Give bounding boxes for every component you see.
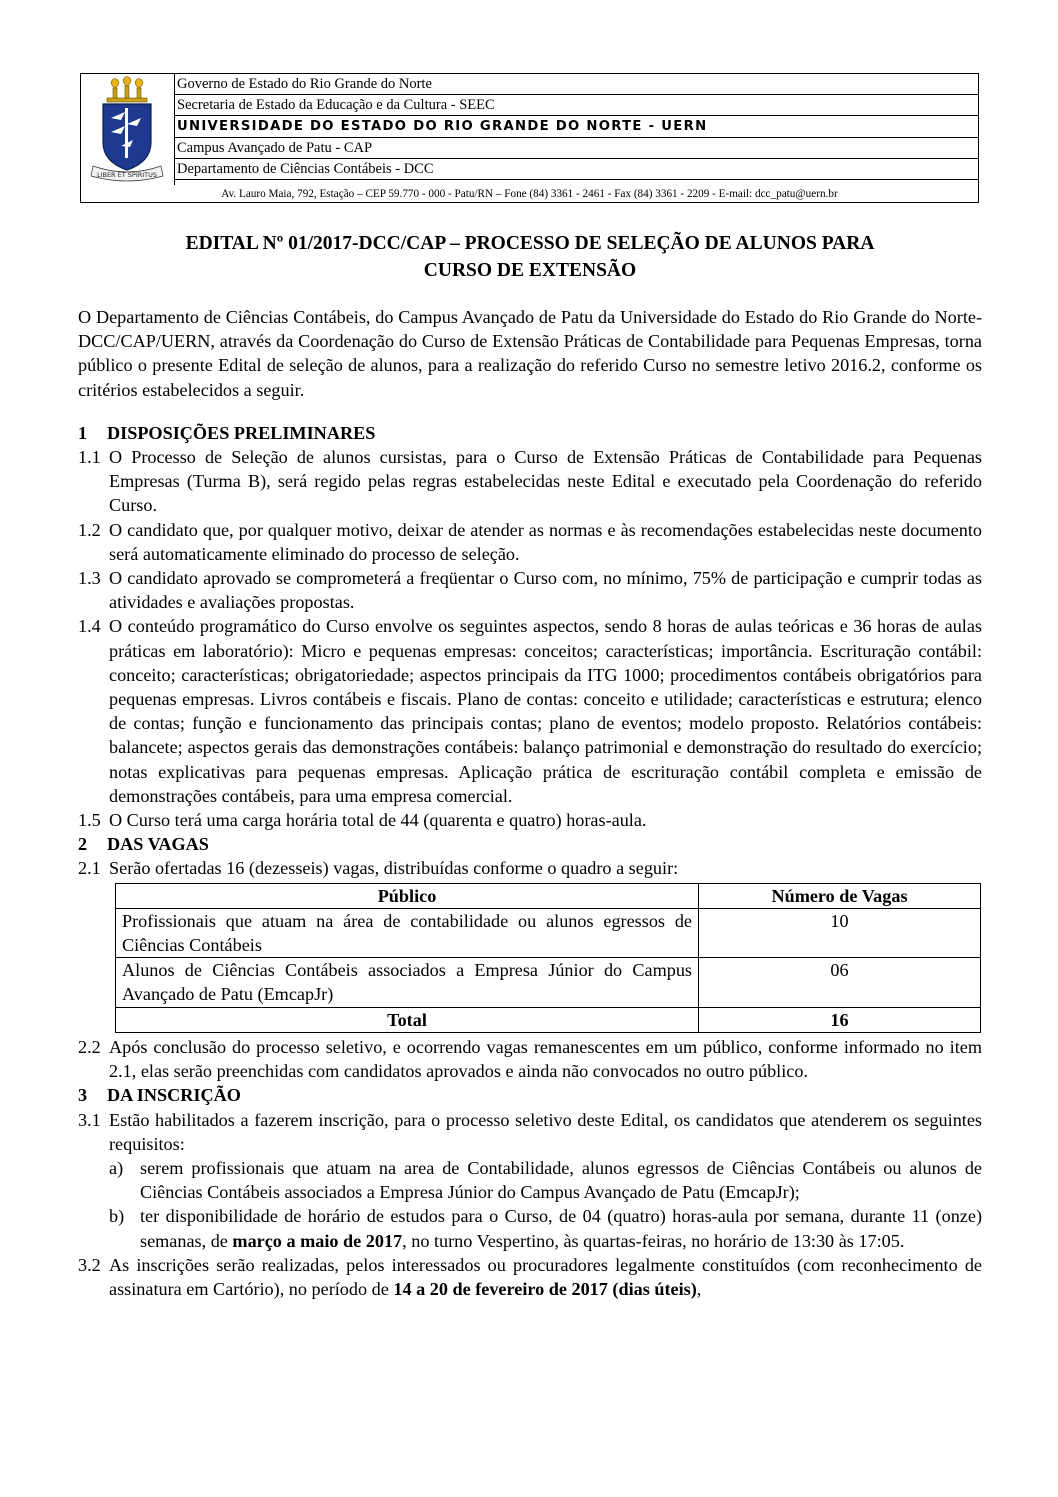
item-2-2 bbox=[78, 1035, 982, 1083]
item-1-3 bbox=[78, 566, 982, 614]
item-number: 1.1 bbox=[78, 447, 101, 468]
secretaria-line: Secretaria de Estado da Educação e da Cultura - SEEC bbox=[175, 95, 978, 116]
section-number: 3 bbox=[78, 1085, 88, 1106]
item-3-2 bbox=[78, 1253, 982, 1301]
cell-vagas: 06 bbox=[699, 958, 981, 1007]
item-number: 1.5 bbox=[78, 810, 101, 831]
section-1-heading bbox=[78, 421, 982, 445]
item-bold-period: 14 a 20 de fevereiro de 2017 (dias úteis) bbox=[393, 1278, 697, 1299]
subitem-letter: a) bbox=[109, 1157, 124, 1178]
title-line-1: EDITAL Nº 01/2017-DCC/CAP – PROCESSO DE SELEÇÃO DE ALUNOS PARA bbox=[185, 233, 875, 254]
section-title: DA INSCRIÇÃO bbox=[107, 1085, 241, 1106]
subitem-text bbox=[140, 1204, 982, 1252]
item-number: 1.4 bbox=[78, 616, 101, 637]
svg-text:LIBER ET SPIRITUS: LIBER ET SPIRITUS bbox=[96, 171, 158, 179]
subitem-letter: b) bbox=[109, 1206, 125, 1227]
letterhead-text bbox=[175, 74, 978, 180]
cell-total-label: Total bbox=[116, 1007, 699, 1032]
item-text: O candidato aprovado se comprometerá a freqüentar o Curso com, no mínimo, 75% de participação e cumprir todas as atividades e avaliações propostas. bbox=[109, 568, 982, 613]
item-number: 3.2 bbox=[78, 1254, 101, 1275]
document-body bbox=[78, 305, 982, 1301]
subitem-text-part: , no turno Vespertino, às quartas-feiras, no horário de 13:30 às 17:05. bbox=[402, 1230, 905, 1251]
section-number: 2 bbox=[78, 834, 88, 855]
cell-total-value: 16 bbox=[699, 1007, 981, 1032]
subitem-a bbox=[109, 1156, 982, 1204]
item-number: 1.2 bbox=[78, 519, 101, 540]
item-number: 2.1 bbox=[78, 858, 101, 879]
address-line: Av. Lauro Maia, 792, Estação – CEP 59.770 - 000 - Patu/RN – Fone (84) 3361 - 2461 - Fax (84) 3361 - 2209 - E-mail: dcc_patu@uern.br bbox=[221, 188, 838, 200]
table-row bbox=[116, 958, 981, 1007]
vagas-table bbox=[115, 883, 981, 1033]
item-text: Estão habilitados a fazerem inscrição, para o processo seletivo deste Edital, os candidatos que atenderem os seguintes requisitos: bbox=[109, 1109, 982, 1154]
item-3-1 bbox=[78, 1108, 982, 1156]
section-3-heading bbox=[78, 1083, 982, 1107]
table-total-row bbox=[116, 1007, 981, 1032]
subitem-text-part: ter disponibilidade de horário de estudos para o Curso, de 04 (quatro) horas-aula por semana, durante 11 (onze) semanas, de bbox=[140, 1206, 982, 1251]
letterhead bbox=[80, 73, 979, 203]
col-header-publico: Público bbox=[116, 883, 699, 908]
cell-vagas: 10 bbox=[699, 908, 981, 957]
cell-publico: Alunos de Ciências Contábeis associados a Empresa Júnior do Campus Avançado de Patu (EmcapJr) bbox=[116, 958, 699, 1007]
item-number: 2.2 bbox=[78, 1036, 101, 1057]
uern-logo bbox=[81, 74, 175, 185]
university-line: UNIVERSIDADE DO ESTADO DO RIO GRANDE DO NORTE - UERN bbox=[175, 116, 978, 137]
uern-coat-of-arms-icon bbox=[81, 74, 173, 184]
item-number: 1.3 bbox=[78, 568, 101, 589]
item-text: O candidato que, por qualquer motivo, deixar de atender as normas e às recomendações estabelecidas neste documento será automaticamente eliminado do processo de seleção. bbox=[109, 519, 982, 564]
item-number: 3.1 bbox=[78, 1109, 101, 1130]
table-header-row bbox=[116, 883, 981, 908]
item-2-1 bbox=[78, 856, 982, 880]
item-text-part: As inscrições serão realizadas, pelos interessados ou procuradores legalmente constituídos (com reconhecimento de assinatura em Cartório), no período de bbox=[109, 1254, 982, 1299]
section-2-heading bbox=[78, 832, 982, 856]
item-text: O conteúdo programático do Curso envolve os seguintes aspectos, sendo 8 horas de aulas teóricas e 36 horas de aulas práticas em laboratório): Micro e pequenas empresas: conceitos; características; importância. Escrituração contábil: conceito; características; obrigatoriedade; aspectos principais da ITG 1000; procedimentos contábeis obrigatórios para pequenas empresas. Livros contábeis e fiscais. Plano de contas: conceito e utilidade; características e estrutura; elenco de contas; função e funcionamento das principais contas; plano de eventos; modelo proposto. Relatórios contábeis: balancete; aspectos gerais das demonstrações contábeis: balanço patrimonial e demonstração do resultado do exercício; notas explicativas para pequenas empresas. Aplicação prática de escrituração contábil completa e emissão de demonstrações contábeis, para uma empresa comercial. bbox=[109, 616, 982, 806]
col-header-vagas: Número de Vagas bbox=[699, 883, 981, 908]
item-1-4 bbox=[78, 614, 982, 808]
item-text: O Processo de Seleção de alunos cursistas, para o Curso de Extensão Práticas de Contabilidade para Pequenas Empresas (Turma B), será regido pelas regras estabelecidas neste Edital e executado pela Coordenação do referido Curso. bbox=[109, 447, 982, 516]
subitem-bold-period: março a maio de 2017 bbox=[232, 1230, 403, 1251]
subitem-b bbox=[109, 1204, 982, 1252]
section-title: DAS VAGAS bbox=[107, 834, 209, 855]
item-text: Serão ofertadas 16 (dezesseis) vagas, distribuídas conforme o quadro a seguir: bbox=[109, 858, 679, 879]
item-text: O Curso terá uma carga horária total de 44 (quarenta e quatro) horas-aula. bbox=[109, 810, 647, 831]
item-1-5 bbox=[78, 808, 982, 832]
item-1-1 bbox=[78, 445, 982, 518]
item-1-2 bbox=[78, 518, 982, 566]
section-title: DISPOSIÇÕES PRELIMINARES bbox=[107, 422, 376, 443]
page-title bbox=[60, 230, 1000, 284]
campus-line: Campus Avançado de Patu - CAP bbox=[175, 138, 978, 159]
table-row bbox=[116, 908, 981, 957]
item-text: Após conclusão do processo seletivo, e ocorrendo vagas remanescentes em um público, conforme informado no item 2.1, elas serão preenchidas com candidatos aprovados e ainda não convocados no outro público. bbox=[109, 1036, 982, 1082]
cell-publico: Profissionais que atuam na área de contabilidade ou alunos egressos de Ciências Contábeis bbox=[116, 908, 699, 957]
item-text bbox=[109, 1253, 982, 1301]
subitem-text: serem profissionais que atuam na area de Contabilidade, alunos egressos de Ciências Contábeis ou alunos de Ciências Contábeis associados a Empresa Júnior do Campus Avançado de Patu (EmcapJr); bbox=[140, 1157, 982, 1203]
department-line: Departamento de Ciências Contábeis - DCC bbox=[175, 159, 978, 180]
intro-paragraph: O Departamento de Ciências Contábeis, do Campus Avançado de Patu da Universidade do Estado do Rio Grande do Norte-DCC/CAP/UERN, através da Coordenação do Curso de Extensão Práticas de Contabilidade para Pequenas Empresas, torna público o presente Edital de seleção de alunos, para a realização do referido Curso no semestre letivo 2016.2, conforme os critérios estabelecidos a seguir. bbox=[78, 307, 982, 400]
title-line-2: CURSO DE EXTENSÃO bbox=[423, 260, 637, 281]
gov-line: Governo de Estado do Rio Grande do Norte bbox=[175, 74, 978, 95]
section-number: 1 bbox=[78, 422, 88, 443]
item-text-part: , bbox=[696, 1278, 702, 1299]
